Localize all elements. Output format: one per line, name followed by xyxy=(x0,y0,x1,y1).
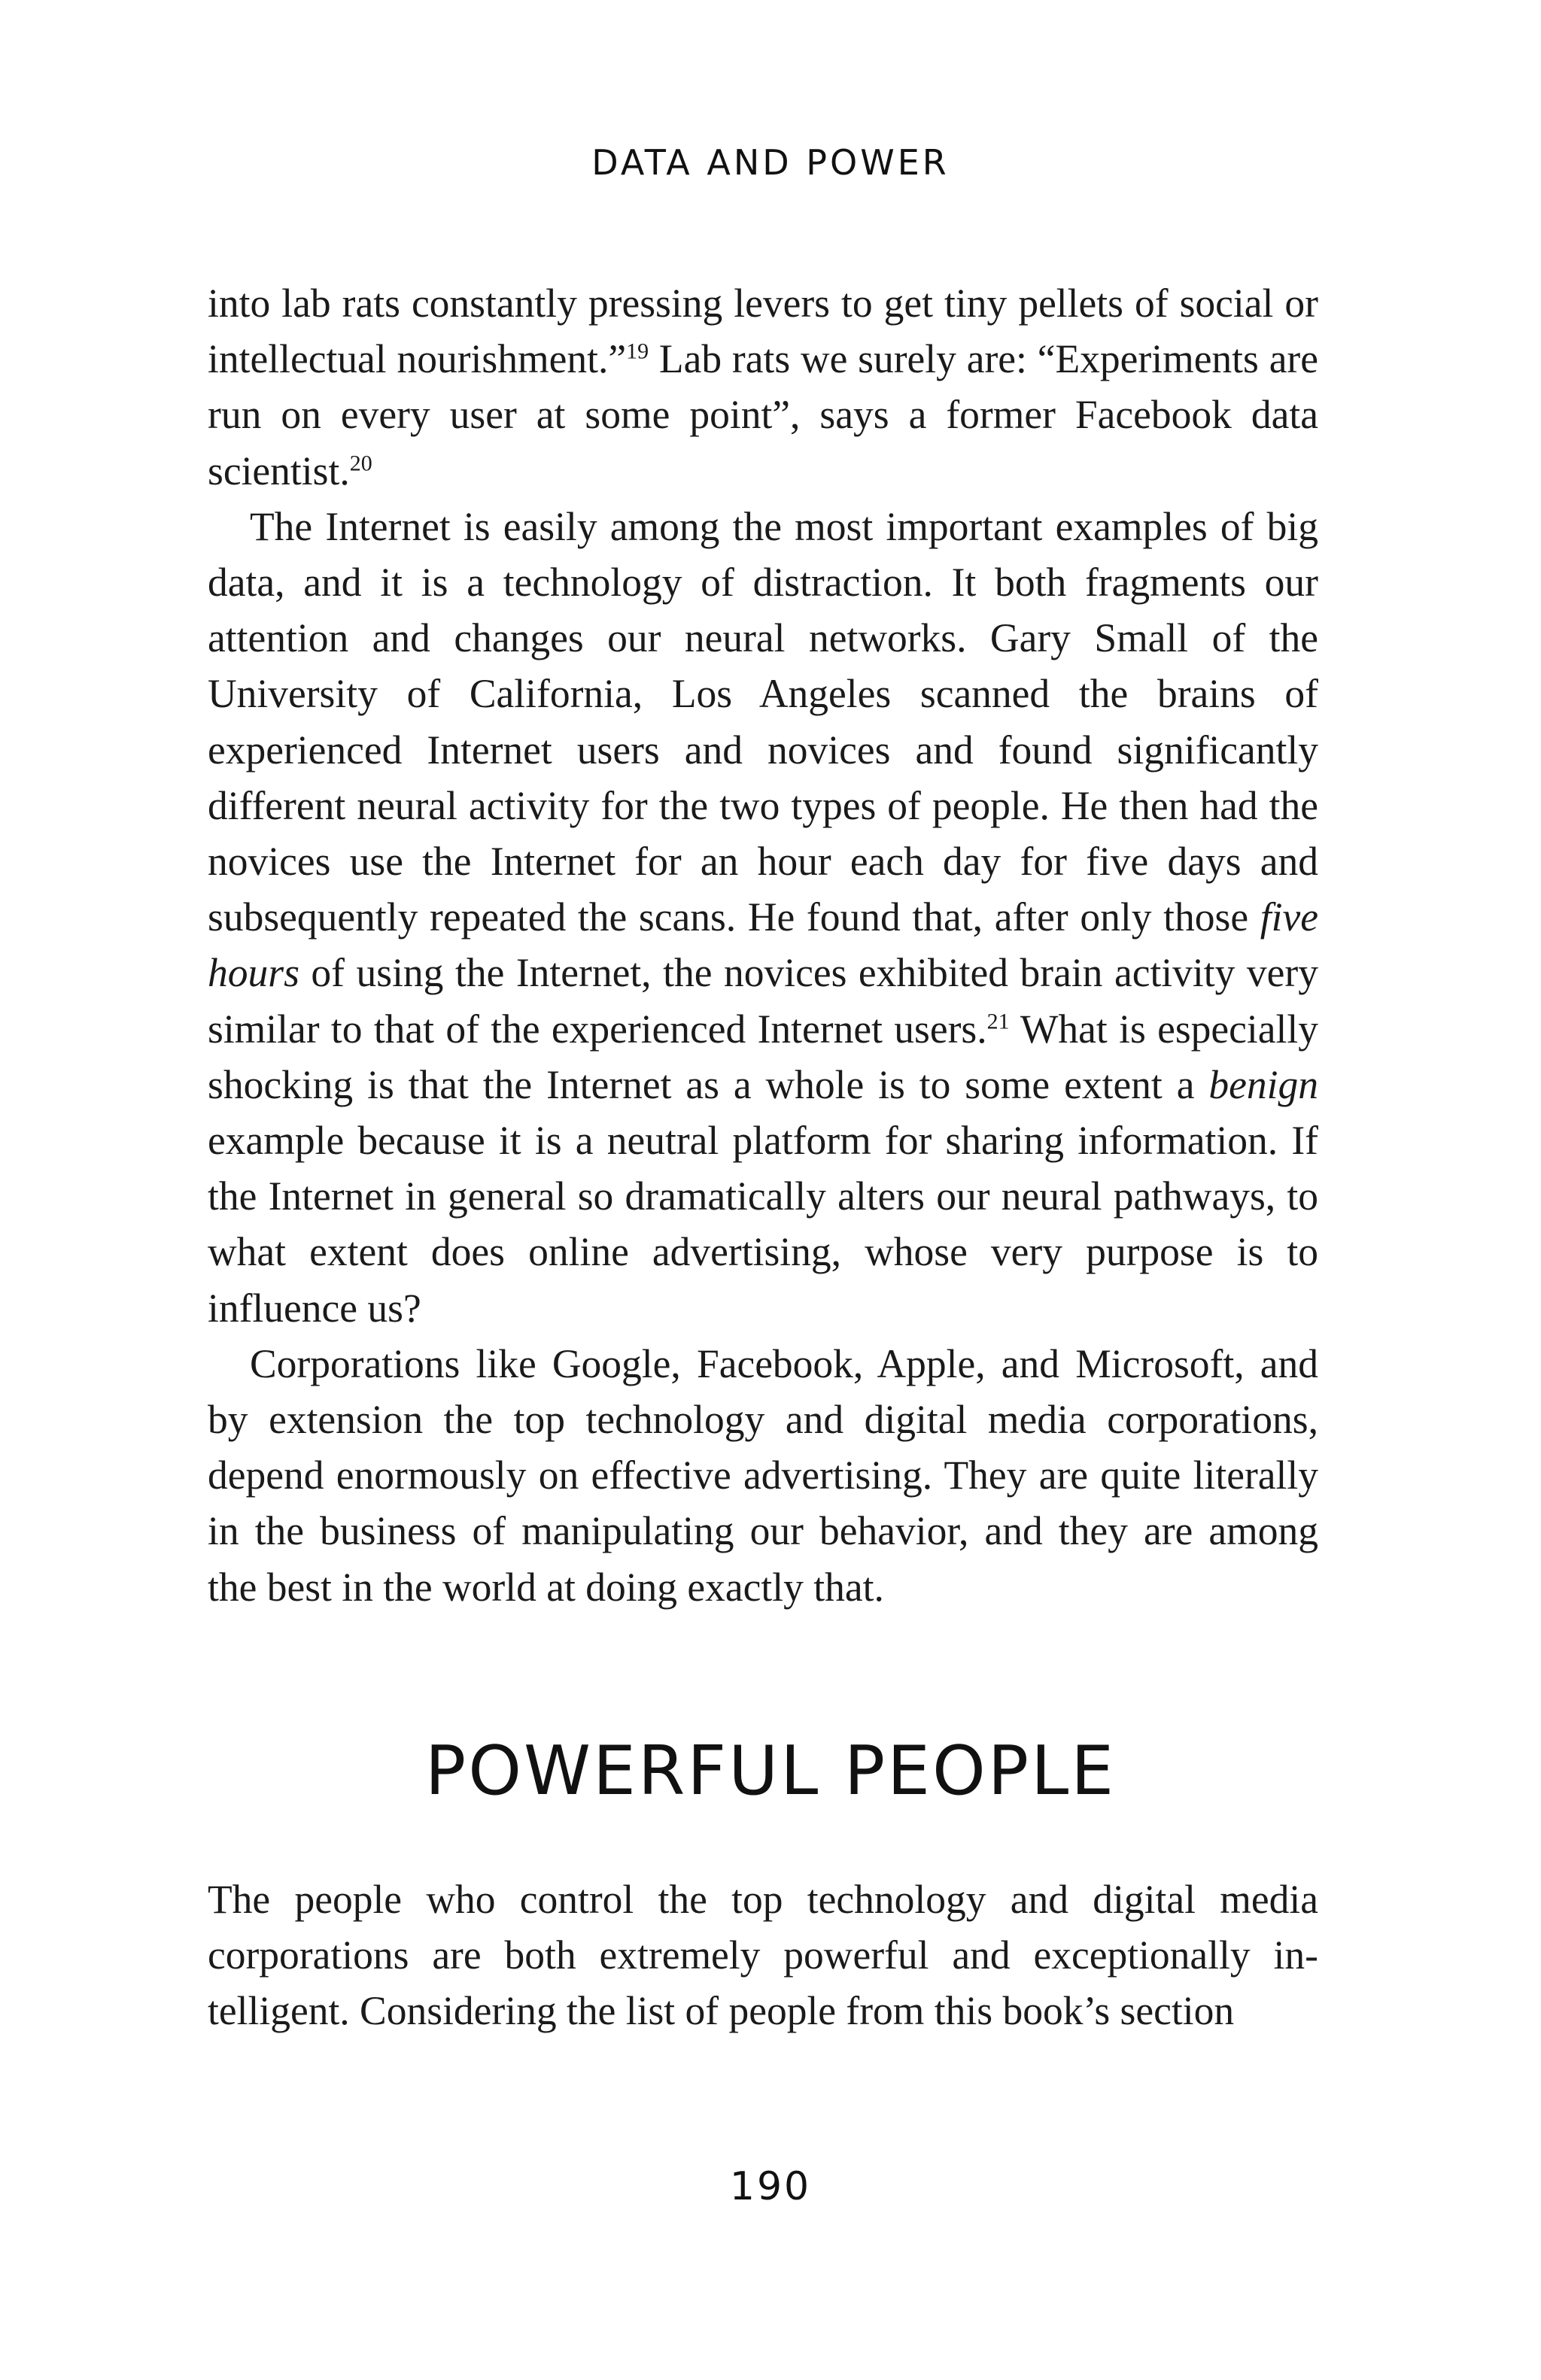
footnote-ref-21: 21 xyxy=(986,1009,1010,1034)
paragraph-2-text-a: The Internet is easily among the most important examples of big data, and it is a technology of distraction. It both fragments our attention and changes our neural networks. Gary Small of the University of California, Los Angeles scanned the brains of experienced Internet users and novices and found significantly different neural activity for the two types of people. He then had the novices use the Internet for an hour each day for five days and subsequently repeated the scans. He found that, after only those xyxy=(208,503,1318,940)
paragraph-1 xyxy=(208,275,1318,499)
paragraph-3: Corporations like Google, Facebook, Apple, and Microsoft, and by extension the top technology and digital media corporations, depend enormously on effective advertising. They are quite literally in the business of manipulating our behavior, and they are among the best in the world at doing exactly that. xyxy=(208,1340,1318,1610)
page-number: 190 xyxy=(729,2164,812,2209)
section-heading: POWERFUL PEOPLE xyxy=(424,1732,1117,1811)
running-head: DATA AND POWER xyxy=(591,142,950,183)
body-text-top xyxy=(208,275,1318,1615)
emphasis-five-hours: five hours xyxy=(208,894,1318,996)
body-text-bottom xyxy=(208,1872,1318,2039)
paragraph-1-text-b: Lab rats we surely are: “Experiments are run on every user at some point”, says a former Facebook data scientist. xyxy=(208,336,1318,493)
paragraph-2-text-d: example because it is a neutral platform for sharing information. If the Internet in general so dramatically alters our neural pathways, to what extent does online advertising, whose very purpose is to influence us? xyxy=(208,1118,1318,1331)
paragraph-2-text-c: What is especially shocking is that the Internet as a whole is to some extent a xyxy=(208,1006,1318,1107)
footnote-ref-20: 20 xyxy=(349,451,372,476)
paragraph-4: The people who control the top technology and digital media corporations are both extremely powerful and exceptionally intelligent. Considering the list of people from this book’s section xyxy=(208,1877,1318,2034)
paragraph-2 xyxy=(208,499,1318,1336)
emphasis-benign: benign xyxy=(1208,1061,1318,1107)
footnote-ref-19: 19 xyxy=(626,338,649,364)
paragraph-2-text-b: of using the Internet, the novices exhibited brain activity very similar to that of the experienced Internet users. xyxy=(208,950,1318,1052)
paragraph-1-text-a: into lab rats constantly pressing levers to get tiny pellets of social or intellectual nourishment.” xyxy=(208,281,1318,382)
